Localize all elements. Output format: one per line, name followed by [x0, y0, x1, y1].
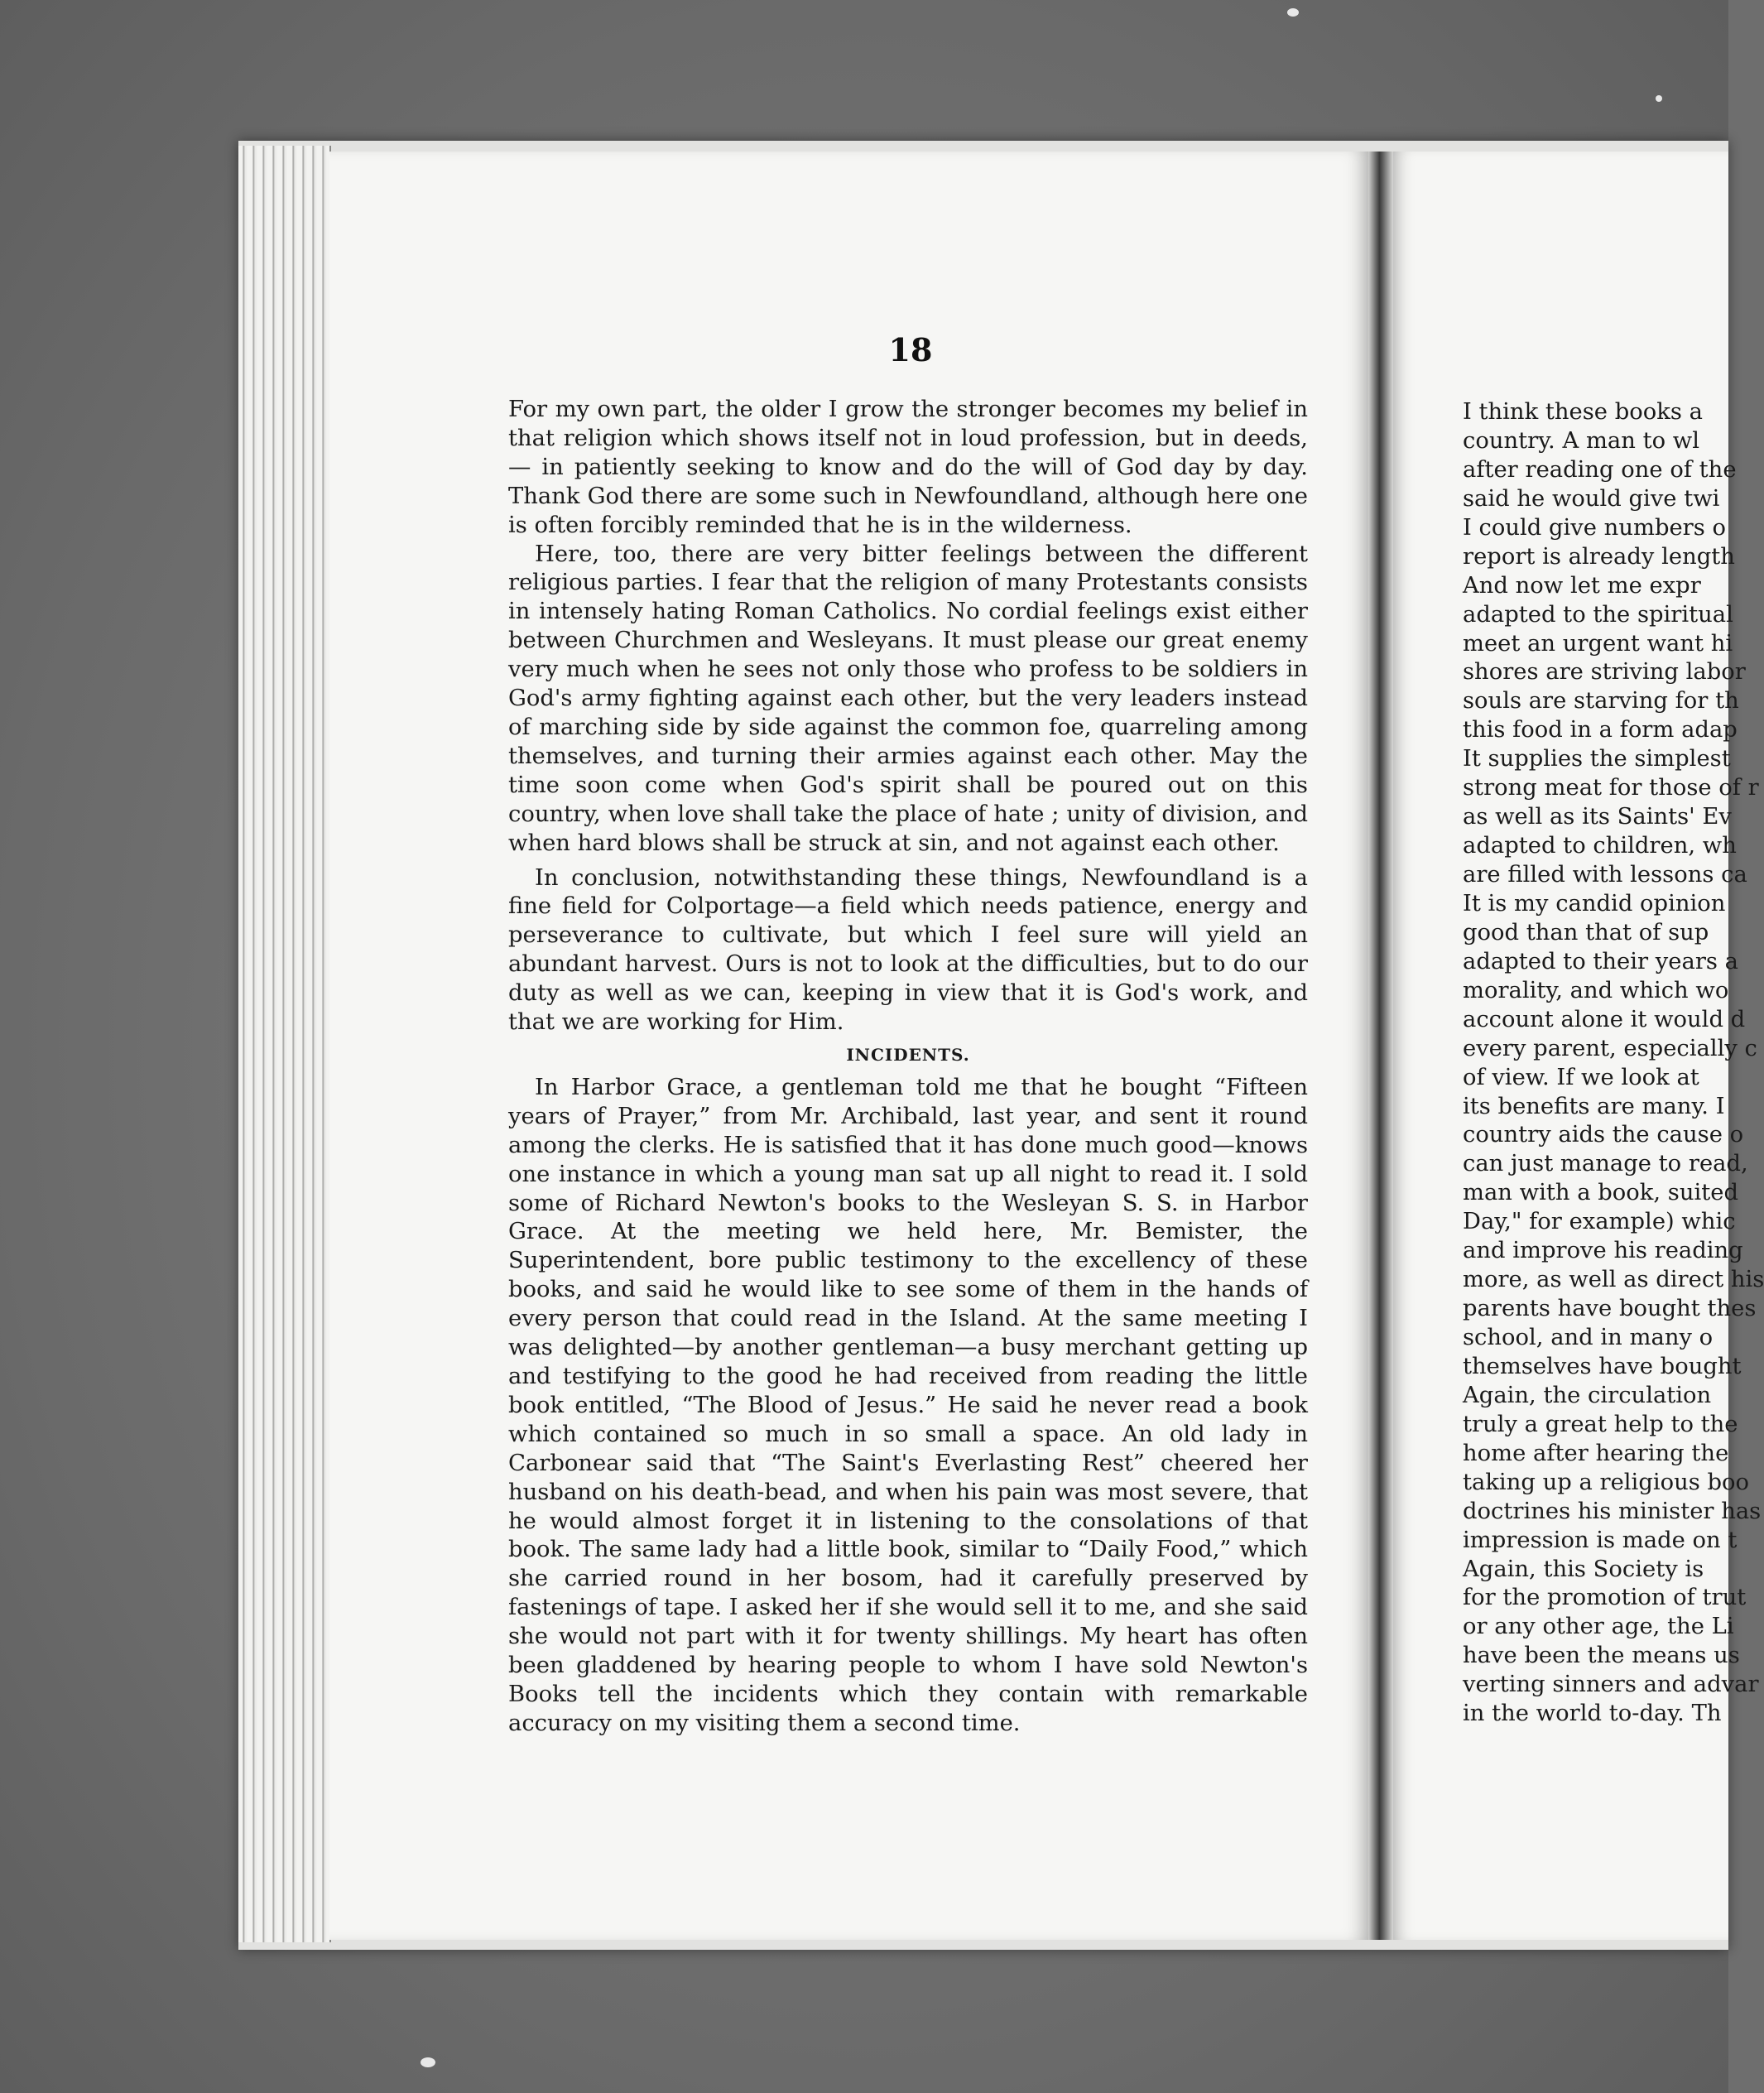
right-page-line: It supplies the simplest	[1463, 746, 1731, 772]
right-page-line: have been the means us	[1463, 1643, 1740, 1669]
right-page-line: impression is made on t	[1463, 1527, 1738, 1553]
right-page-line: Again, this Society is	[1463, 1556, 1704, 1582]
right-page-line: souls are starving for th	[1463, 688, 1739, 715]
right-page-line: its benefits are many. I	[1463, 1093, 1725, 1119]
right-page-line: adapted to the spiritual	[1463, 601, 1733, 628]
right-page-line: man with a book, suited	[1463, 1180, 1738, 1206]
right-page-line: It is my candid opinion	[1463, 890, 1726, 917]
right-page-line: and improve his reading	[1463, 1238, 1743, 1264]
right-page-line: shores are striving labor	[1463, 659, 1746, 686]
right-page-line: themselves have bought	[1463, 1353, 1742, 1379]
dust-speck	[1656, 95, 1662, 102]
dust-speck	[421, 2057, 435, 2067]
right-page-line: truly a great help to the	[1463, 1411, 1738, 1437]
right-page-line: verting sinners and advar	[1463, 1672, 1759, 1698]
paragraph: Here, too, there are very bitter feelings between the different religious parties. I fear that the religion of many Protestants consists in intensely hating Roman Catholics. No cordial feelings exist either between Churchmen and Wesleyans. It must please our great enemy very much when he sees not only those who profess to be soldiers in God's army fighting against each other, but the very leaders instead of marching side by side against the common foe, quarreling among themselves, and turning their armies against each other. May the time soon come when God's spirit shall be poured out on this country, when love shall take the place of hate ; unity of division, and when hard blows shall be struck at sin, and not against each other.	[508, 541, 1308, 856]
right-page-line: of view. If we look at	[1463, 1064, 1699, 1090]
section-heading: INCIDENTS.	[846, 1044, 970, 1065]
right-page-line: I think these books a	[1463, 399, 1703, 425]
right-page-line: taking up a religious boo	[1463, 1469, 1750, 1495]
right-page-line: good than that of sup	[1463, 919, 1709, 945]
right-page-line: account alone it would d	[1463, 1006, 1746, 1032]
right-page-line: Again, the circulation	[1463, 1382, 1712, 1408]
right-page-line: country. A man to wl	[1463, 427, 1700, 454]
right-page-line: school, and in many o	[1463, 1325, 1714, 1350]
right-page-line: or any other age, the Li	[1463, 1614, 1734, 1640]
right-page-line: I could give numbers o	[1463, 514, 1727, 541]
right-page-line: report is already length	[1463, 543, 1735, 570]
right-page-line: parents have bought thes	[1463, 1296, 1757, 1322]
right-page-line: in the world to-day. Th	[1463, 1701, 1722, 1727]
right-page-line: can just manage to read,	[1463, 1151, 1748, 1177]
right-page-line: for the promotion of trut	[1463, 1585, 1747, 1611]
right-page-line: said he would give twi	[1463, 485, 1720, 512]
right-page-line: adapted to children, wh	[1463, 833, 1737, 859]
right-page-line: country aids the cause o	[1463, 1122, 1744, 1148]
right-page-line: And now let me expr	[1463, 572, 1701, 599]
page-edges	[238, 146, 331, 1942]
right-page-line: as well as its Saints' Ev	[1463, 804, 1732, 830]
right-page-line: this food in a form adap	[1463, 717, 1738, 743]
right-page-line: meet an urgent want hi	[1463, 630, 1733, 657]
right-page-line: every parent, especially c	[1463, 1035, 1757, 1061]
right-page-line: adapted to their years a	[1463, 948, 1739, 974]
dust-speck	[1287, 8, 1299, 17]
page-number: 18	[888, 331, 933, 368]
paragraph: In conclusion, notwithstanding these things, Newfoundland is a fine field for Colportage—a field which needs patience, energy and perseverance to cultivate, but which I feel sure will yield an abundant harvest. Ours is not to look at the difficulties, but to do our duty as well as we can, keeping in view that it is God's work, and that we are working for Him.	[508, 864, 1308, 1036]
paragraph: In Harbor Grace, a gentleman told me that he bought “Fifteen years of Prayer,” from Mr. Archibald, last year, and sent it round among the clerks. He is satisfied that it has done much good—knows one instance in which a young man sat up all night to read it. I sold some of Richard Newton's books to the Wesleyan S. S. in Harbor Grace. At the meeting we held here, Mr. Bemister, the Superintendent, bore public testimony to the excellency of these books, and said he would like to see some of them in the hands of every person that could read in the Island. At the same meeting I was delighted—by another gentleman—a busy merchant getting up and testifying to the good he had received from reading the little book entitled, “The Blood of Jesus.” He said he never read a book which contained so much in so small a space. An old lady in Carbonear said that “The Saint's Everlasting Rest” cheered her husband on his death-bead, and when his pain was most severe, that he would almost forget it in listening to the consolations of that book. The same lady had a little book, similar to “Daily Food,” which she carried round in her bosom, had it carefully preserved by fastenings of tape. I asked her if she would sell it to me, and she said she would not part with it for twenty shillings. My heart has often been gladdened by hearing people to whom I have sold Newton's Books tell the incidents which they contain with remarkable accuracy on my visiting them a second time.	[508, 1074, 1308, 1736]
right-page-line: strong meat for those of r	[1463, 775, 1759, 801]
paragraph: For my own part, the older I grow the stronger becomes my belief in that religion which shows itself not in loud profession, but in deeds,— in patiently seeking to know and do the will of God day by day. Thank God there are some such in Newfoundland, although here one is often forcibly reminded that he is in the wilderness.	[508, 397, 1308, 538]
book-gutter	[1368, 152, 1393, 1940]
right-page-line: more, as well as direct his	[1463, 1267, 1764, 1293]
right-page-line: morality, and which wo	[1463, 977, 1729, 1003]
left-page-text	[508, 396, 1308, 1739]
right-page-line: home after hearing the	[1463, 1440, 1729, 1466]
right-page-line: Day," for example) whic	[1463, 1209, 1736, 1235]
right-page-line: doctrines his minister has	[1463, 1498, 1762, 1524]
right-page-line: after reading one of the	[1463, 456, 1737, 483]
right-page-line: are filled with lessons ca	[1463, 862, 1747, 888]
right-page-text	[1463, 398, 1764, 1729]
